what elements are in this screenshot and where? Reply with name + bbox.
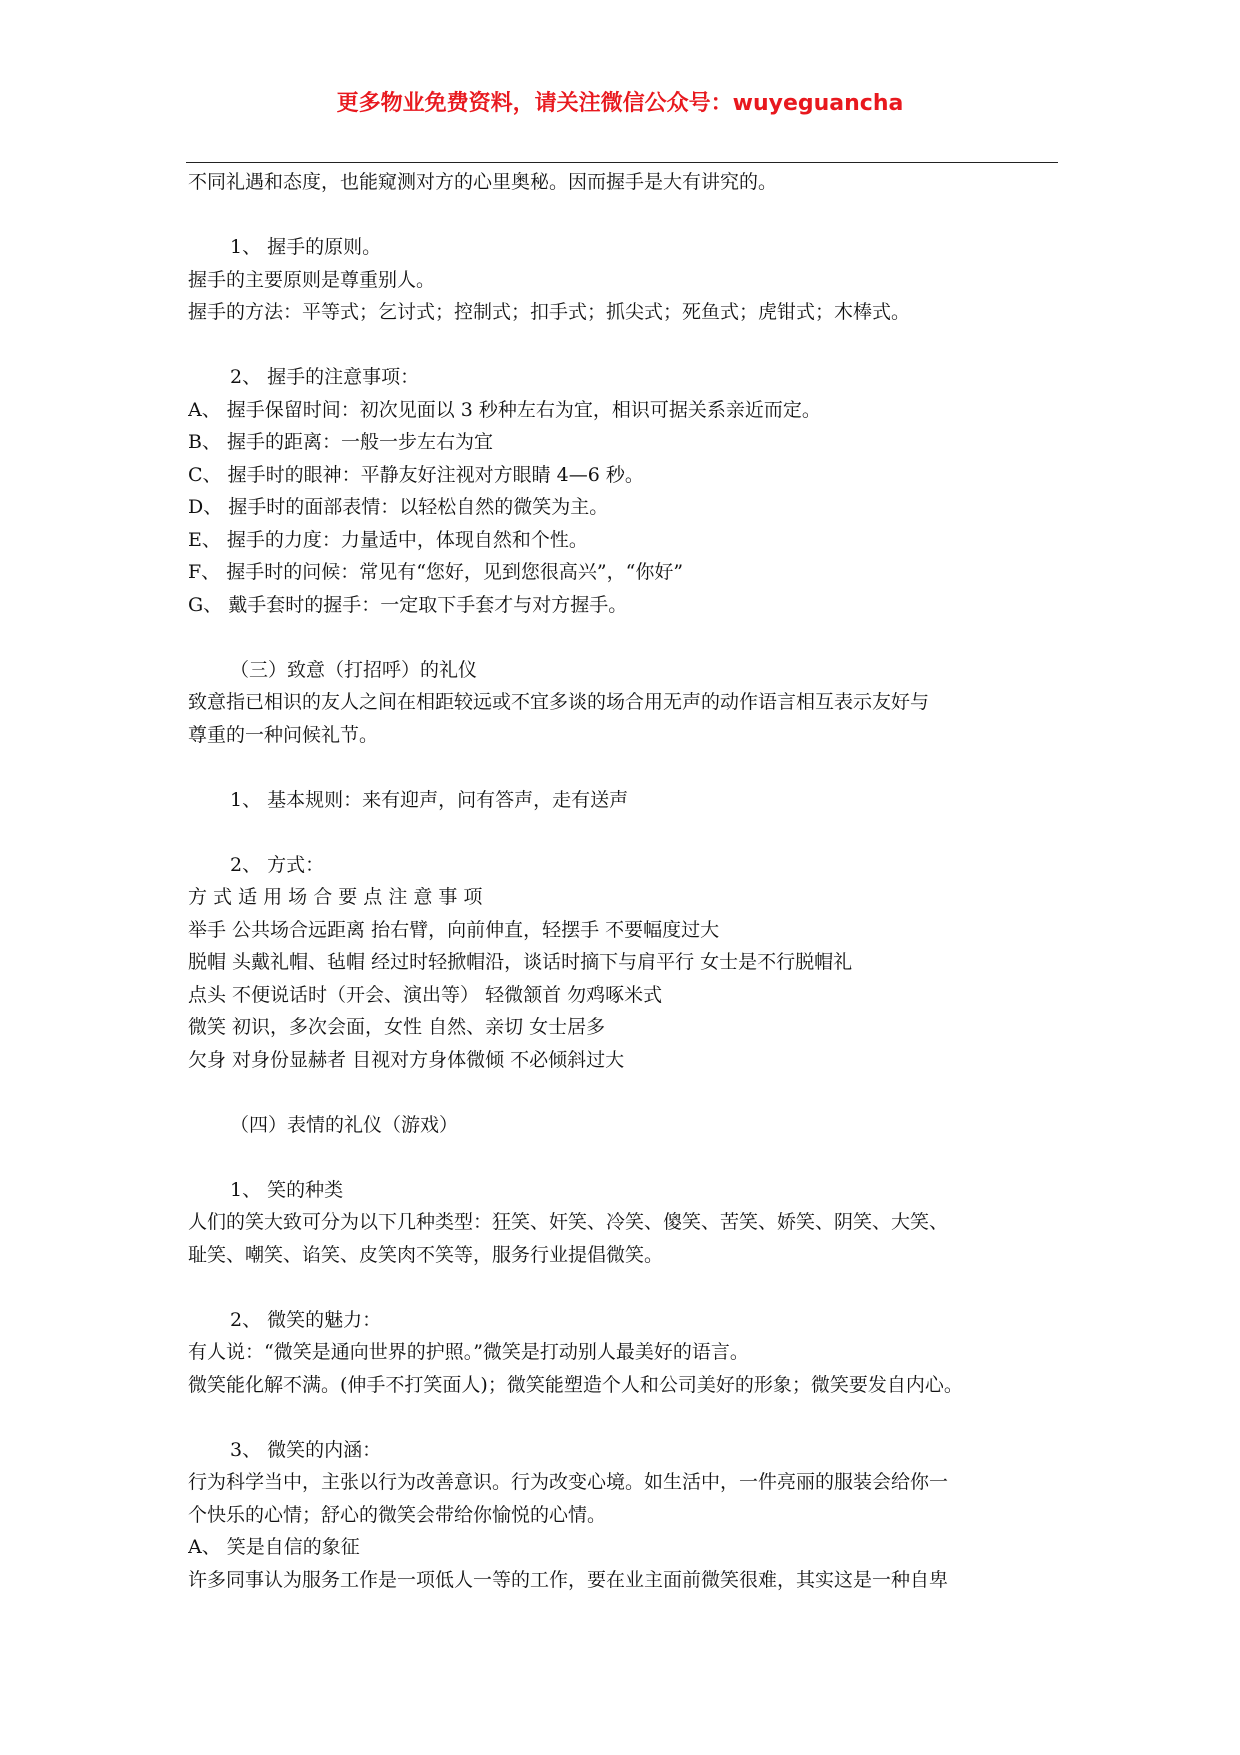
- paragraph-line: A、 握手保留时间：初次见面以 3 秒种左右为宜，相识可据关系亲近而定。: [188, 398, 821, 421]
- paragraph-line: F、 握手时的问候：常见有“您好，见到您很高兴”，“你好”: [188, 561, 684, 583]
- blank-line: [188, 1141, 1058, 1174]
- paragraph-line: 握手的主要原则是尊重别人。: [188, 268, 436, 291]
- paragraph-line: 许多同事认为服务工作是一项低人一等的工作，要在业主面前微笑很难，其实这是一种自卑: [188, 1568, 949, 1591]
- paragraph-line: C、 握手时的眼神：平静友好注视对方眼睛 4—6 秒。: [188, 463, 644, 486]
- paragraph-line: 脱帽 头戴礼帽、毡帽 经过时轻掀帽沿，谈话时摘下与肩平行 女士是不行脱帽礼: [188, 951, 853, 973]
- section-heading: （三）致意（打招呼）的礼仪: [230, 658, 478, 681]
- section-heading: 2、 握手的注意事项：: [230, 366, 420, 388]
- blank-line: [188, 1076, 1058, 1109]
- paragraph-line: G、 戴手套时的握手：一定取下手套才与对方握手。: [188, 593, 628, 616]
- paragraph-line: E、 握手的力度：力量适中，体现自然和个性。: [188, 528, 588, 551]
- paragraph-line: 方 式 适 用 场 合 要 点 注 意 事 项: [188, 886, 483, 908]
- section-heading: （四）表情的礼仪（游戏）: [230, 1113, 459, 1136]
- paragraph-line: 欠身 对身份显赫者 目视对方身体微倾 不必倾斜过大: [188, 1048, 625, 1071]
- section-heading: 2、 微笑的魅力：: [230, 1308, 382, 1331]
- paragraph-line: 微笑能化解不满。(伸手不打笑面人)；微笑能塑造个人和公司美好的形象；微笑要发自内心。: [188, 1373, 963, 1396]
- section-heading: 1、 握手的原则。: [230, 236, 382, 258]
- blank-line: [188, 1401, 1058, 1434]
- paragraph-line: 握手的方法：平等式；乞讨式；控制式；扣手式；抓尖式；死鱼式；虎钳式；木棒式。: [188, 301, 911, 323]
- document-body: [188, 166, 1058, 1596]
- paragraph-line: B、 握手的距离：一般一步左右为宜: [188, 431, 494, 453]
- paragraph-line: 耻笑、嘲笑、谄笑、皮笑肉不笑等，服务行业提倡微笑。: [188, 1243, 664, 1266]
- blank-line: [188, 329, 1058, 362]
- paragraph-line: 尊重的一种问候礼节。: [188, 723, 379, 746]
- paragraph-line: D、 握手时的面部表情：以轻松自然的微笑为主。: [188, 496, 609, 518]
- page-header-banner: 更多物业免费资料，请关注微信公众号：wuyeguancha: [336, 91, 904, 116]
- paragraph-line: 致意指已相识的友人之间在相距较远或不宜多谈的场合用无声的动作语言相互表示友好与: [188, 691, 930, 713]
- blank-line: [188, 751, 1058, 784]
- paragraph-line: A、 笑是自信的象征: [188, 1536, 360, 1558]
- paragraph-line: 有人说：“微笑是通向世界的护照。”微笑是打动别人最美好的语言。: [188, 1341, 749, 1363]
- paragraph-line: 举手 公共场合远距离 抬右臂，向前伸直，轻摆手 不要幅度过大: [188, 918, 720, 941]
- header-divider: [186, 162, 1058, 163]
- paragraph-line: 点头 不便说话时（开会、演出等） 轻微颔首 勿鸡啄米式: [188, 983, 663, 1006]
- paragraph-line: 人们的笑大致可分为以下几种类型：狂笑、奸笑、冷笑、傻笑、苦笑、娇笑、阴笑、大笑、: [188, 1211, 949, 1233]
- blank-line: [188, 816, 1058, 849]
- blank-line: [188, 1271, 1058, 1304]
- blank-line: [188, 199, 1058, 232]
- section-heading: 1、 笑的种类: [230, 1178, 344, 1201]
- paragraph-line: 个快乐的心情；舒心的微笑会带给你愉悦的心情。: [188, 1503, 607, 1526]
- paragraph-line: 微笑 初识，多次会面，女性 自然、亲切 女士居多: [188, 1016, 606, 1038]
- blank-line: [188, 621, 1058, 654]
- paragraph-line: 不同礼遇和态度，也能窥测对方的心里奥秘。因而握手是大有讲究的。: [188, 171, 778, 193]
- paragraph-line: 行为科学当中，主张以行为改善意识。行为改变心境。如生活中，一件亮丽的服装会给你一: [188, 1471, 949, 1493]
- section-heading: 1、 基本规则：来有迎声，问有答声，走有送声: [230, 788, 629, 811]
- section-heading: 2、 方式：: [230, 853, 325, 876]
- section-heading: 3、 微笑的内涵：: [230, 1438, 382, 1461]
